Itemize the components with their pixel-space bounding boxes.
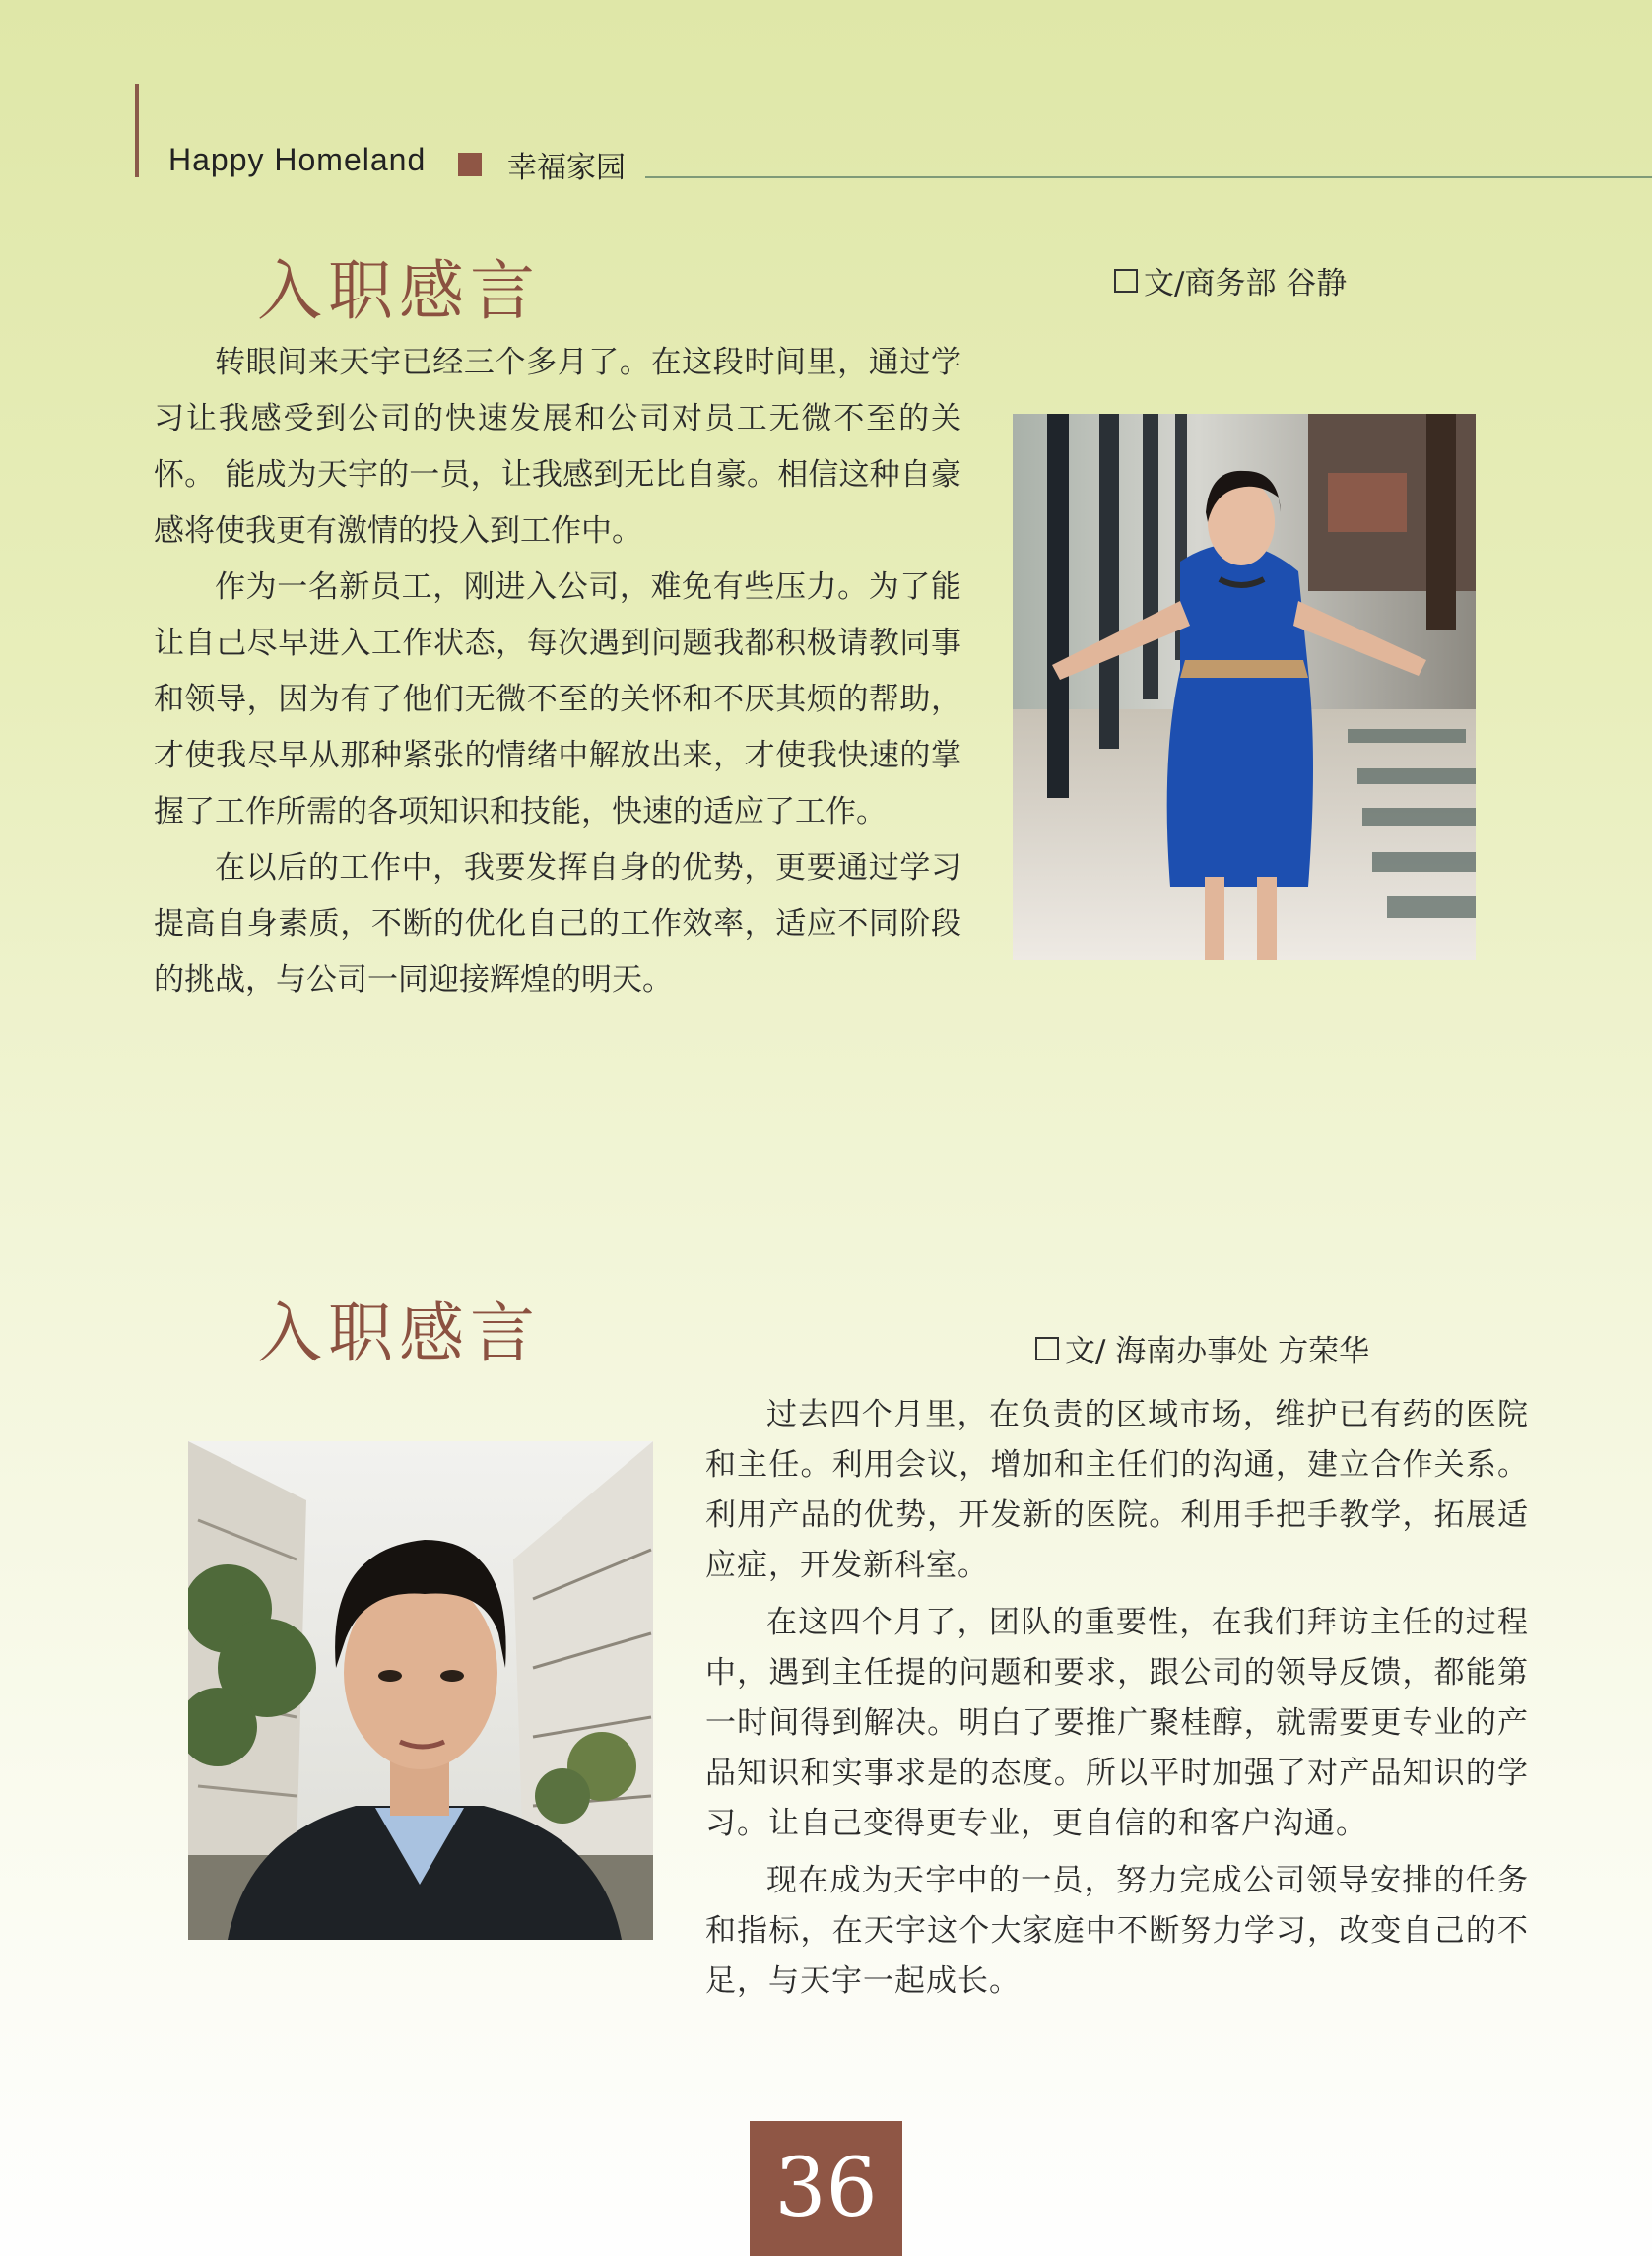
article1-byline [1114, 258, 1347, 302]
article1-author-photo [1013, 414, 1476, 960]
header-title-en: Happy Homeland [168, 142, 427, 177]
article2-paragraph: 现在成为天宇中的一员，努力完成公司领导安排的任务和指标，在天宇这个大家庭中不断努力学习，改变自己的不足，与天宇一起成长。 [705, 1863, 1529, 1999]
article2-byline-text: 文/ 海南办事处 方荣华 [1065, 1334, 1370, 1369]
article1-byline-text: 文/商务部 谷静 [1144, 266, 1348, 301]
author-photo-woman [1013, 414, 1476, 960]
article2-paragraph: 过去四个月里，在负责的区域市场，维护已有药的医院和主任。利用会议，增加和主任们的沟通，建立合作关系。利用产品的优势，开发新的医院。利用手把手教学，拓展适应症，开发新科室。 [705, 1397, 1529, 1583]
header-accent-bar [135, 84, 139, 177]
article2-title: 入职感言 [257, 1295, 541, 1371]
article2-body [705, 1390, 1529, 2007]
article2-author-photo [188, 1441, 653, 1940]
article1-title: 入职感言 [257, 253, 541, 329]
author-photo-man [188, 1441, 653, 1940]
header-title-cn: 幸福家园 [507, 151, 626, 185]
article1-paragraph: 转眼间来天宇已经三个多月了。在这段时间里，通过学习让我感受到公司的快速发展和公司对员工无微不至的关怀。 能成为天宇的一员，让我感到无比自豪。相信这种自豪感将使我更有激情的投入到工作中。 [154, 345, 961, 549]
byline-box-icon [1114, 269, 1138, 293]
page-number: 36 [750, 2121, 902, 2256]
article1-paragraph: 作为一名新员工，刚进入公司，难免有些压力。为了能让自己尽早进入工作状态，每次遇到问题我都积极请教同事和领导，因为有了他们无微不至的关怀和不厌其烦的帮助，才使我尽早从那种紧张的情绪中解放出来，才使我快速的掌握了工作所需的各项知识和技能，快速的适应了工作。 [154, 569, 961, 829]
article2-byline [1035, 1326, 1369, 1370]
header-square-icon [458, 153, 482, 176]
article2-paragraph: 在这四个月了，团队的重要性，在我们拜访主任的过程中，遇到主任提的问题和要求，跟公司的领导反馈，都能第一时间得到解决。明白了要推广聚桂醇，就需要更专业的产品知识和实事求是的态度。所以平时加强了对产品知识的学习。让自己变得更专业，更自信的和客户沟通。 [705, 1605, 1529, 1841]
byline-box-icon [1035, 1337, 1059, 1360]
header-divider [645, 176, 1652, 178]
article1-body [154, 335, 961, 1009]
article1-paragraph: 在以后的工作中，我要发挥自身的优势，更要通过学习提高自身素质，不断的优化自己的工作效率，适应不同阶段的挑战，与公司一同迎接辉煌的明天。 [154, 850, 961, 998]
